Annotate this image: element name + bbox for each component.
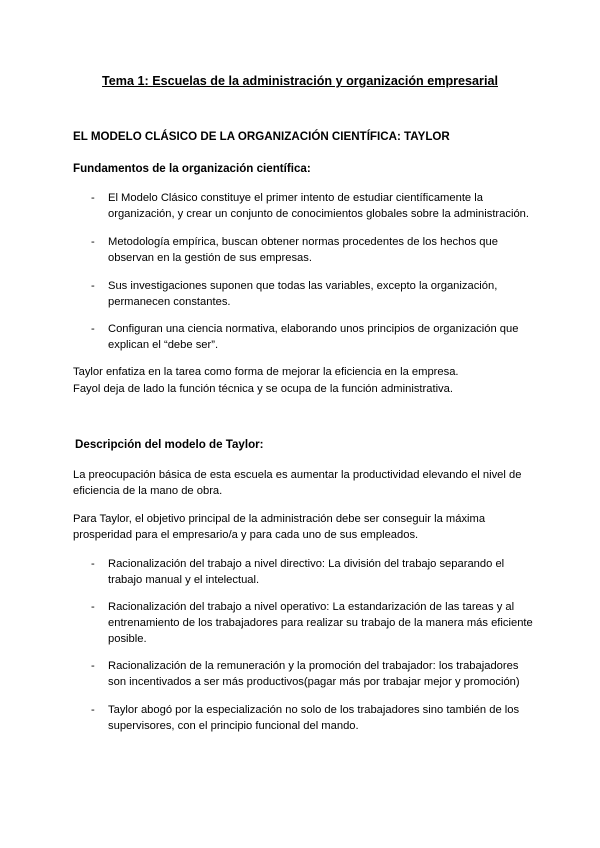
subheading-fundamentals: Fundamentos de la organización científica: xyxy=(73,162,311,175)
paragraph-taylor: Taylor enfatiza en la tarea como forma de mejorar la eficiencia en la empresa. xyxy=(73,366,459,378)
bullet-dash: - xyxy=(91,601,95,613)
paragraph-fayol: Fayol deja de lado la función técnica y se ocupa de la función administrativa. xyxy=(73,383,453,395)
list-item-text: Racionalización del trabajo a nivel operativo: La estandarización de las tareas y al entrenamiento de los trabajadores para realizar su trabajo de la manera más eficiente posible. xyxy=(108,601,533,645)
list-item-text: Taylor abogó por la especialización no solo de los trabajadores sino también de los supervisores, con el principio funcional del mando. xyxy=(108,704,520,732)
bullet-dash: - xyxy=(91,236,95,248)
list-item xyxy=(91,190,536,222)
list-item-text: El Modelo Clásico constituye el primer intento de estudiar científicamente la organización, y crear un conjunto de conocimientos globales sobre la administración. xyxy=(108,192,530,220)
bullet-dash: - xyxy=(91,558,95,570)
list-item xyxy=(91,556,536,588)
section-heading-taylor-model: EL MODELO CLÁSICO DE LA ORGANIZACIÓN CIENTÍFICA: TAYLOR xyxy=(73,130,450,143)
list-item-text: Racionalización de la remuneración y la promoción del trabajador: los trabajadores son incentivados a ser más productivos(pagar más por trabajar mejor y promoción) xyxy=(108,660,520,688)
list-item xyxy=(91,321,536,353)
paragraph-concern: La preocupación básica de esta escuela es aumentar la productividad elevando el nivel de eficiencia de la mano de obra. xyxy=(73,469,522,497)
paragraph-objective: Para Taylor, el objetivo principal de la administración debe ser conseguir la máxima prosperidad para el empresario/a y para cada uno de sus empleados. xyxy=(73,513,486,541)
bullet-dash: - xyxy=(91,192,95,204)
list-item xyxy=(91,278,536,310)
list-item-text: Racionalización del trabajo a nivel directivo: La división del trabajo separando el trabajo manual y el intelectual. xyxy=(108,558,505,586)
bullet-dash: - xyxy=(91,280,95,292)
bullet-dash: - xyxy=(91,323,95,335)
list-item-text: Metodología empírica, buscan obtener normas procedentes de los hechos que observan en la gestión de sus empresas. xyxy=(108,236,498,264)
bullet-dash: - xyxy=(91,704,95,716)
section-heading-taylor-description: Descripción del modelo de Taylor: xyxy=(75,438,264,451)
list-item xyxy=(91,702,536,734)
list-item xyxy=(91,599,536,647)
list-item-text: Sus investigaciones suponen que todas las variables, excepto la organización, permanecen constantes. xyxy=(108,280,498,308)
bullet-dash: - xyxy=(91,660,95,672)
list-item-text: Configuran una ciencia normativa, elaborando unos principios de organización que explican el “debe ser”. xyxy=(108,323,519,351)
list-item xyxy=(91,658,536,690)
document-title: Tema 1: Escuelas de la administración y organización empresarial xyxy=(102,74,498,88)
list-item xyxy=(91,234,536,266)
